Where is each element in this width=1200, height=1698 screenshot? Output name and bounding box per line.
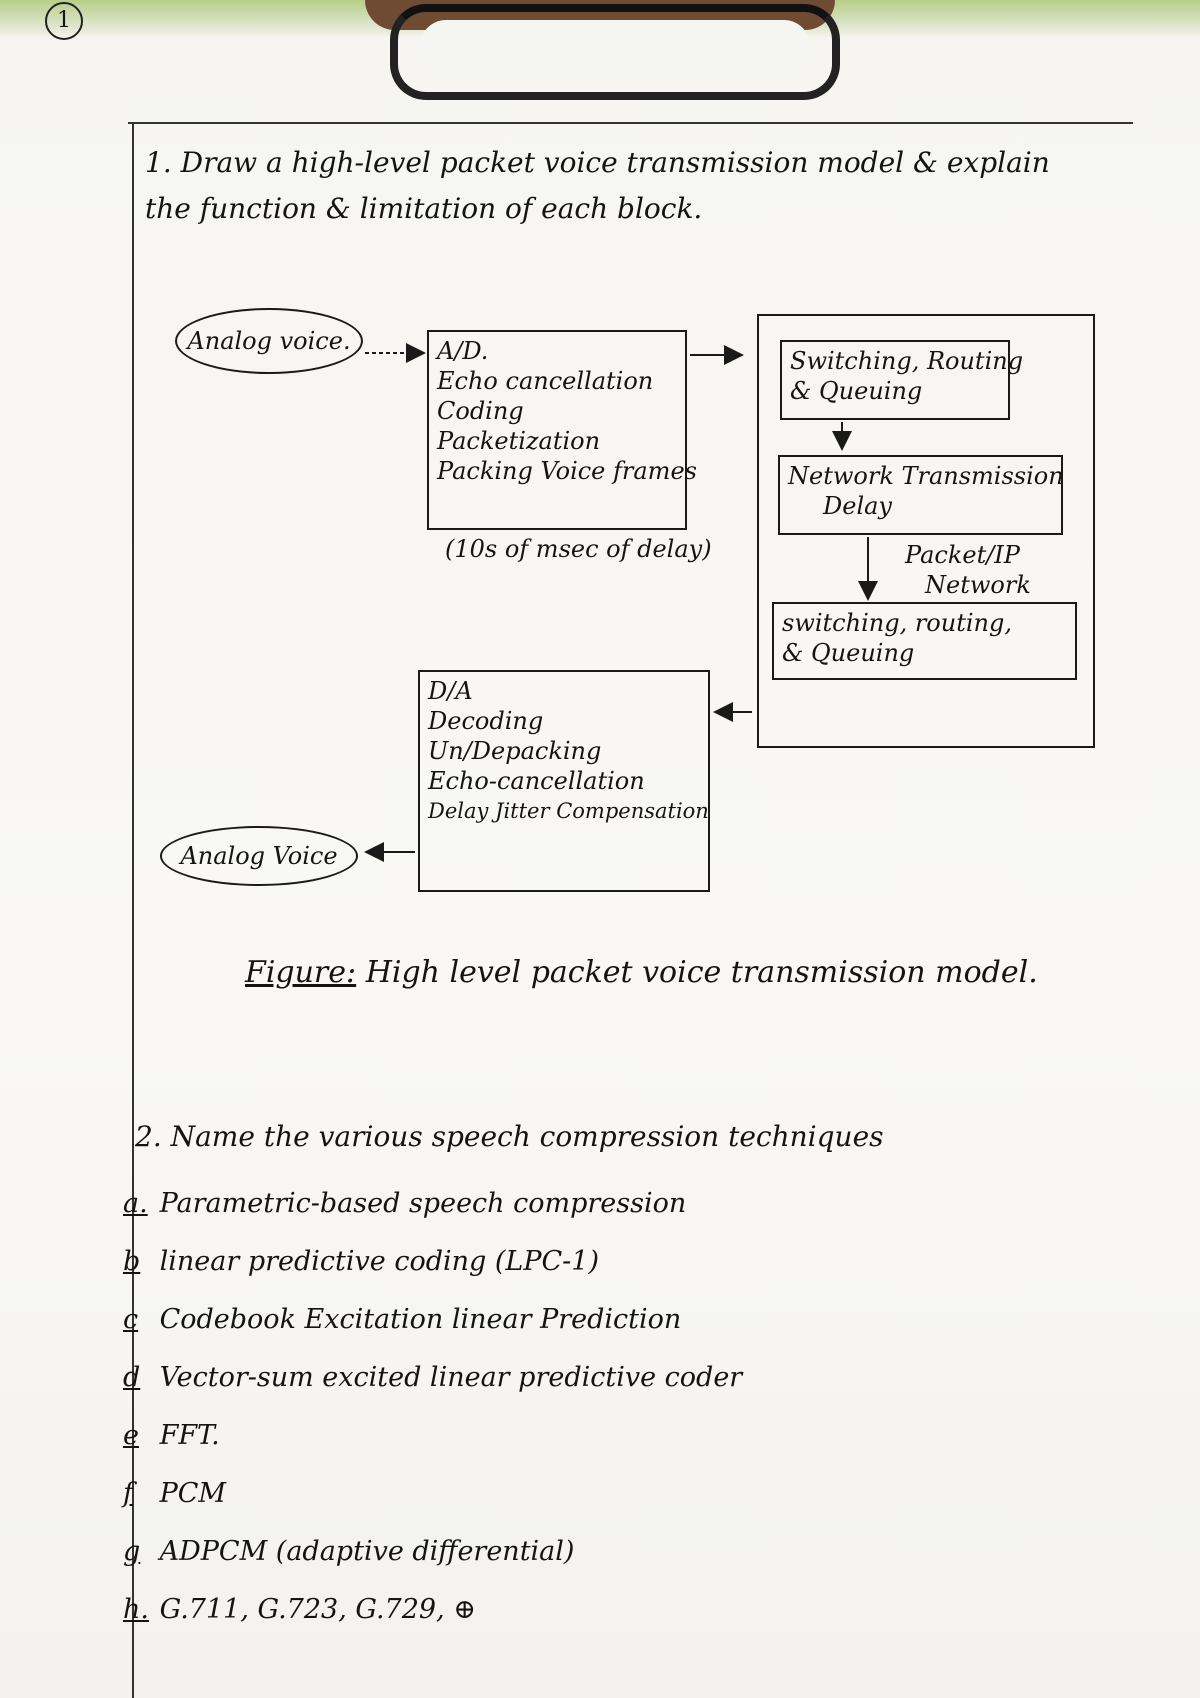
question-2-title: 2. Name the various speech compression techniques <box>135 1120 884 1153</box>
list-item-text: FFT. <box>159 1420 220 1451</box>
da-block-line: Echo-cancellation <box>428 767 645 795</box>
packet-ip-line: Network <box>925 571 1031 599</box>
page-number: 1 <box>45 2 83 40</box>
list-item-marker: d <box>123 1362 141 1393</box>
figure-caption <box>245 955 1038 990</box>
question-1-line-2: the function & limitation of each block. <box>145 192 703 225</box>
list-item <box>123 1594 742 1652</box>
switching-routing-box-2-line: & Queuing <box>782 639 915 667</box>
figure-caption-text: High level packet voice transmission model. <box>365 955 1038 990</box>
analog-voice-input-label: Analog voice. <box>187 327 351 355</box>
list-item-text: G.711, G.723, G.729, ⊕ <box>159 1594 476 1625</box>
list-item <box>123 1362 742 1420</box>
list-item-text: Parametric-based speech compression <box>159 1188 687 1219</box>
da-block-line: Delay Jitter Compensation <box>428 799 709 823</box>
list-item-text: ADPCM (adaptive differential) <box>159 1536 575 1567</box>
question-1-line-1: 1. Draw a high-level packet voice transmission model & explain <box>145 146 1050 179</box>
packet-ip-line: Packet/IP <box>905 541 1020 569</box>
list-item-marker: g <box>123 1536 141 1567</box>
list-item <box>123 1246 742 1304</box>
list-item <box>123 1536 742 1594</box>
switching-routing-box-1-line: Switching, Routing <box>790 347 1024 375</box>
da-block-line: Un/Depacking <box>428 737 602 765</box>
list-item-marker: c <box>123 1304 139 1335</box>
list-item-marker: a. <box>123 1188 148 1219</box>
ad-block-line: Packetization <box>437 427 601 455</box>
da-block-line: D/A <box>428 677 473 705</box>
network-transmission-line: Delay <box>823 492 892 520</box>
list-item <box>123 1478 742 1536</box>
list-item <box>123 1420 742 1478</box>
list-item-marker: b <box>123 1246 141 1277</box>
list-item <box>123 1188 742 1246</box>
ad-delay-note: (10s of msec of delay) <box>445 535 712 563</box>
ad-block-line: Packing Voice frames <box>437 457 697 485</box>
list-item-text: PCM <box>159 1478 227 1509</box>
figure-caption-label: Figure: <box>245 955 357 990</box>
switching-routing-box-2-line: switching, routing, <box>782 609 1012 637</box>
list-item-text: linear predictive coding (LPC-1) <box>159 1246 600 1277</box>
ad-block-line: Coding <box>437 397 524 425</box>
network-transmission-line: Network Transmission <box>788 462 1064 490</box>
list-item <box>123 1304 742 1362</box>
analog-voice-output-label: Analog Voice <box>180 842 338 870</box>
list-item-marker: e <box>123 1420 139 1451</box>
list-item-text: Vector-sum excited linear predictive coder <box>159 1362 743 1393</box>
compression-technique-list <box>123 1188 742 1652</box>
da-block-line: Decoding <box>428 707 544 735</box>
ad-block-line: Echo cancellation <box>437 367 654 395</box>
list-item-marker: h. <box>123 1594 149 1625</box>
list-item-text: Codebook Excitation linear Prediction <box>159 1304 682 1335</box>
switching-routing-box-1-line: & Queuing <box>790 377 923 405</box>
ad-block-line: A/D. <box>437 337 489 365</box>
list-item-marker: f <box>123 1478 133 1509</box>
